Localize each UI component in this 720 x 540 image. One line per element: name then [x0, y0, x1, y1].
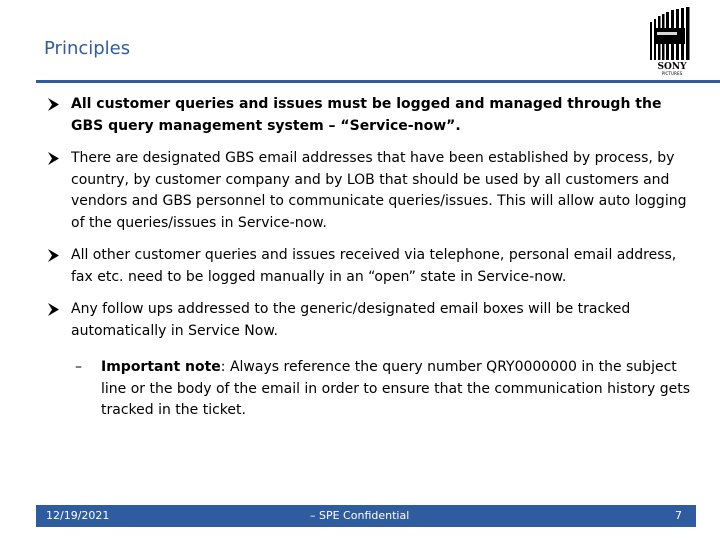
bullet-text: There are designated GBS email addresses that have been established by process, by country, by customer company and by LOB that should be used by all customers and vendors and GBS personnel to communicate queries/issues. This will allow auto logging of the queries/issues in Service-now.: [71, 150, 687, 231]
arrow-bullet-icon: [46, 94, 62, 115]
important-note-label: Important note: [101, 359, 221, 375]
page-number: 7: [675, 509, 682, 522]
logo-subtext: PICTURES: [661, 71, 683, 76]
dash-bullet: –: [75, 359, 82, 375]
logo-brand: SONY: [657, 62, 687, 72]
title-divider: [36, 80, 720, 83]
footer-bar: [36, 505, 696, 527]
arrow-bullet-icon: [46, 299, 62, 320]
bullet-item: [46, 148, 696, 234]
important-note-text: : Always reference the query number QRY0000000 in the subject line or the body of the email in order to ensure that the communication history gets tracked in the ticket.: [101, 359, 690, 418]
sub-bullet-item: [75, 357, 696, 422]
bullet-item: [46, 299, 696, 342]
arrow-bullet-icon: [46, 245, 62, 266]
bullet-list: [46, 94, 696, 422]
bullet-text: All customer queries and issues must be logged and managed through the GBS query management system – “Service-now”.: [71, 96, 662, 134]
footer-date: 12/19/2021: [46, 509, 110, 522]
bullet-text: Any follow ups addressed to the generic/designated email boxes will be tracked automatically in Service Now.: [71, 301, 631, 339]
arrow-bullet-icon: [46, 148, 62, 169]
bullet-item: [46, 245, 696, 288]
slide-title: Principles: [44, 38, 131, 59]
bullet-text: All other customer queries and issues received via telephone, personal email address, fax etc. need to be logged manually in an “open” state in Service-now.: [71, 247, 677, 285]
sony-pictures-logo: [648, 6, 696, 76]
bullet-item: [46, 94, 696, 137]
footer-confidential: – SPE Confidential: [310, 509, 410, 522]
